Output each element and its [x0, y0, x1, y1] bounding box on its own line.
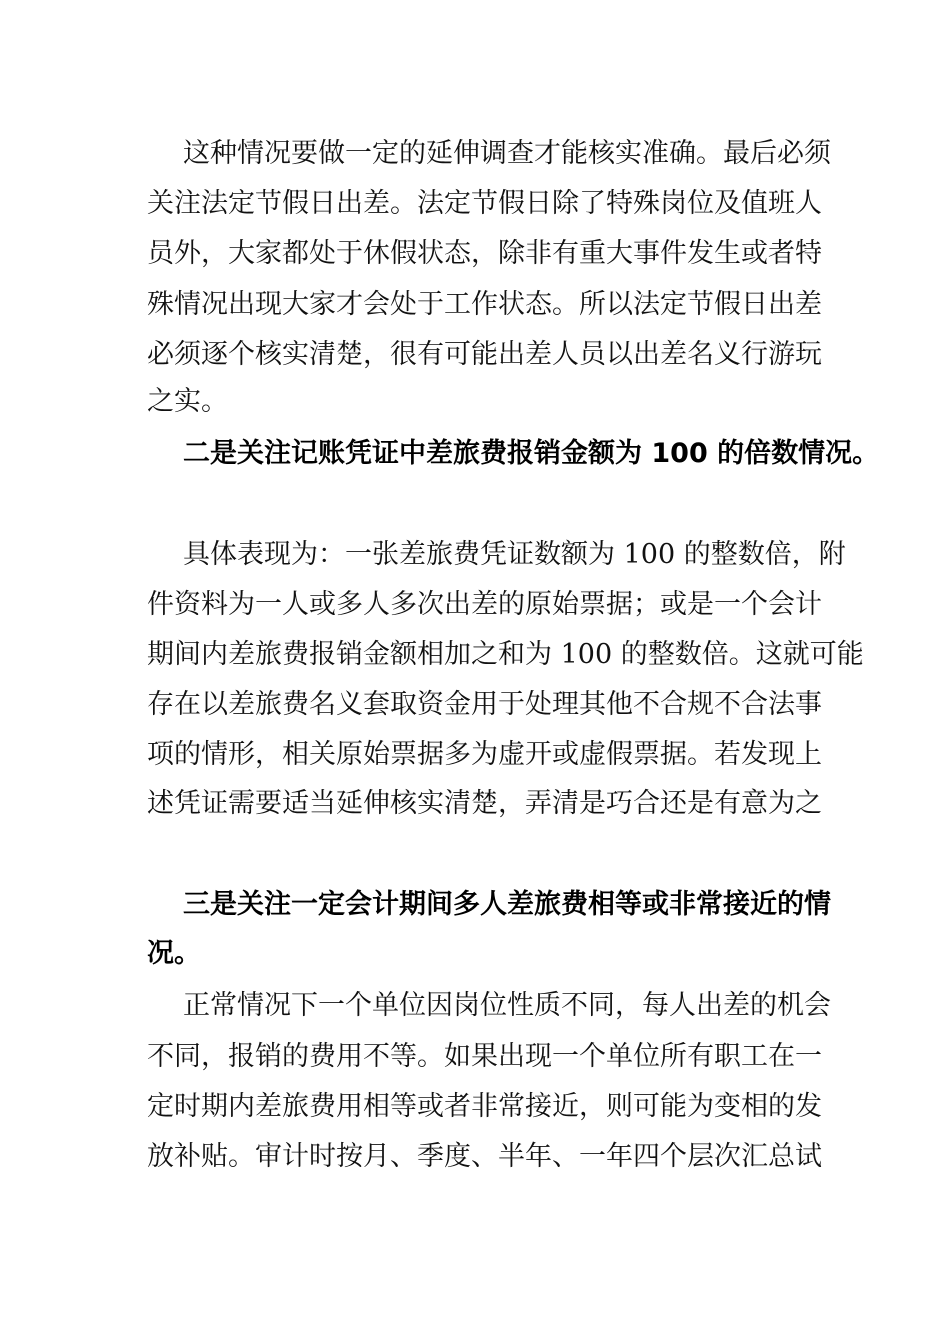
paragraph-line: 件资料为一人或多人多次出差的原始票据；或是一个会计: [147, 589, 822, 620]
paragraph-line: 不同，报销的费用不等。如果出现一个单位所有职工在一: [147, 1041, 822, 1072]
paragraph-line: 项的情形，相关原始票据多为虚开或虚假票据。若发现上: [147, 739, 822, 770]
paragraph-line: 述凭证需要适当延伸核实清楚，弄清是巧合还是有意为之: [147, 788, 822, 819]
paragraph-line: 之实。: [147, 386, 228, 417]
paragraph-line: 必须逐个核实清楚，很有可能出差人员以出差名义行游玩: [147, 339, 822, 370]
section-heading: 况。: [147, 938, 201, 969]
paragraph-line: 殊情况出现大家才会处于工作状态。所以法定节假日出差: [147, 289, 822, 320]
paragraph-line: 期间内差旅费报销金额相加之和为 100 的整数倍。这就可能: [147, 639, 864, 670]
paragraph-line: 具体表现为：一张差旅费凭证数额为 100 的整数倍，附: [183, 539, 846, 570]
section-heading: 二是关注记账凭证中差旅费报销金额为 100 的倍数情况。: [183, 438, 880, 469]
paragraph-line: 存在以差旅费名义套取资金用于处理其他不合规不合法事: [147, 689, 822, 720]
paragraph-line: 员外，大家都处于休假状态，除非有重大事件发生或者特: [147, 238, 822, 269]
section-heading: 三是关注一定会计期间多人差旅费相等或非常接近的情: [183, 889, 831, 920]
paragraph-line: 放补贴。审计时按月、季度、半年、一年四个层次汇总试: [147, 1141, 822, 1172]
paragraph-line: 这种情况要做一定的延伸调查才能核实准确。最后必须: [183, 138, 831, 169]
paragraph-line: 定时期内差旅费用相等或者非常接近，则可能为变相的发: [147, 1091, 822, 1122]
paragraph-line: 关注法定节假日出差。法定节假日除了特殊岗位及值班人: [147, 188, 822, 219]
paragraph-line: 正常情况下一个单位因岗位性质不同，每人出差的机会: [183, 990, 831, 1021]
